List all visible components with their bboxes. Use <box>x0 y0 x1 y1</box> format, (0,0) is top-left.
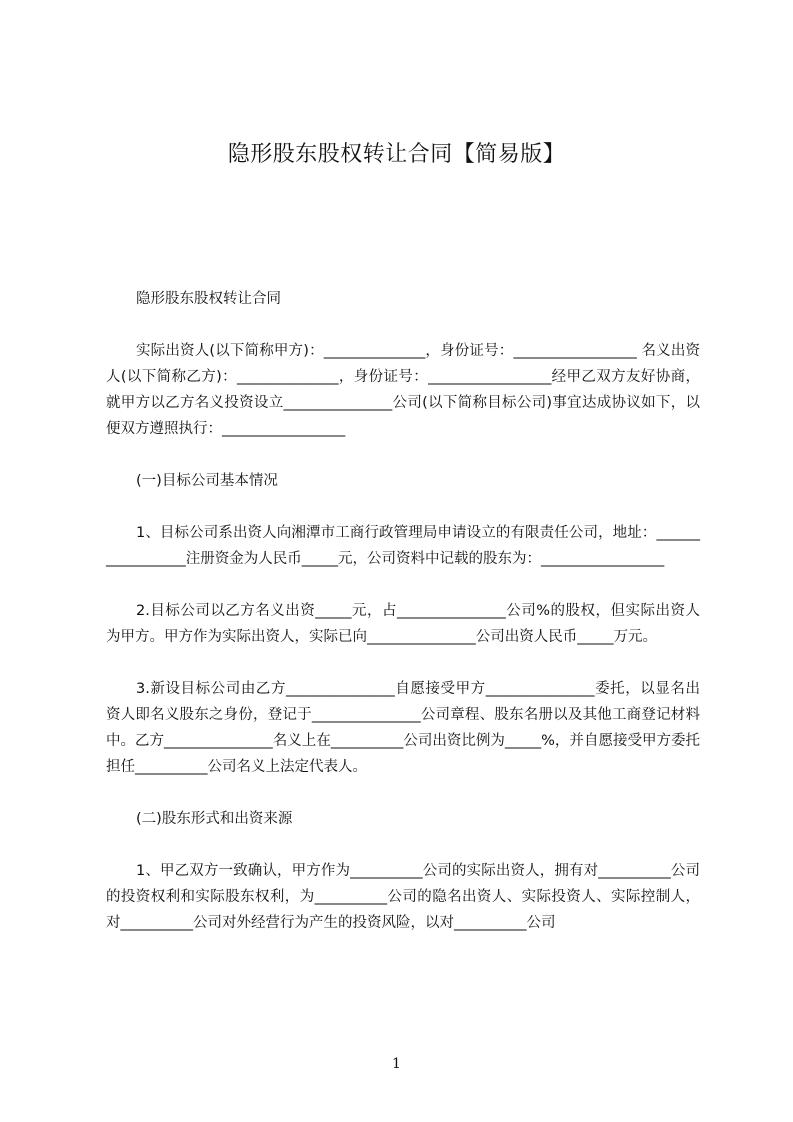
page-number: 1 <box>392 1056 401 1072</box>
document-title: 隐形股东股权转让合同【简易版】 <box>227 142 566 167</box>
section-heading-2: (二)股东形式和出资来源 <box>136 811 293 827</box>
clause-1-1: 1、目标公司系出资人向湘潭市工商行政管理局申请设立的有限责任公司，地址：_________________注册资金为人民币_____元，公司资料中记载的股东为：_________________ <box>106 525 700 567</box>
section-heading-1: (一)目标公司基本情况 <box>136 473 278 489</box>
clause-1-2: 2.目标公司以乙方名义出资_____元，占_______________公司%的股权，但实际出资人为甲方。甲方作为实际出资人，实际已向_______________公司出资人民币_____万元。 <box>106 603 700 645</box>
parties-paragraph: 实际出资人(以下简称甲方)：______________，身份证号：_________________ 名义出资人(以下简称乙方)：______________，身份证号：_________________经甲乙双方友好协商，就甲方以乙方名义投资设立_______________公司(以下简称目标公司)事宜达成协议如下，以便双方遵照执行：_________________ <box>106 343 700 437</box>
document-body <box>106 286 700 936</box>
contract-subtitle: 隐形股东股权转让合同 <box>136 291 281 307</box>
clause-1-3: 3.新设目标公司由乙方_______________自愿接受甲方_______________委托，以显名出资人即名义股东之身份，登记于_______________公司章程、股东名册以及其他工商登记材料中。乙方_______________名义上在__________公司出资比例为_____%，并自愿接受甲方委托担任__________公司名义上法定代表人。 <box>106 681 700 775</box>
clause-2-1: 1、甲乙双方一致确认，甲方作为__________公司的实际出资人，拥有对__________公司的投资权利和实际股东权利，为__________公司的隐名出资人、实际投资人、实际控制人，对__________公司对外经营行为产生的投资风险，以对__________公司 <box>106 863 700 931</box>
